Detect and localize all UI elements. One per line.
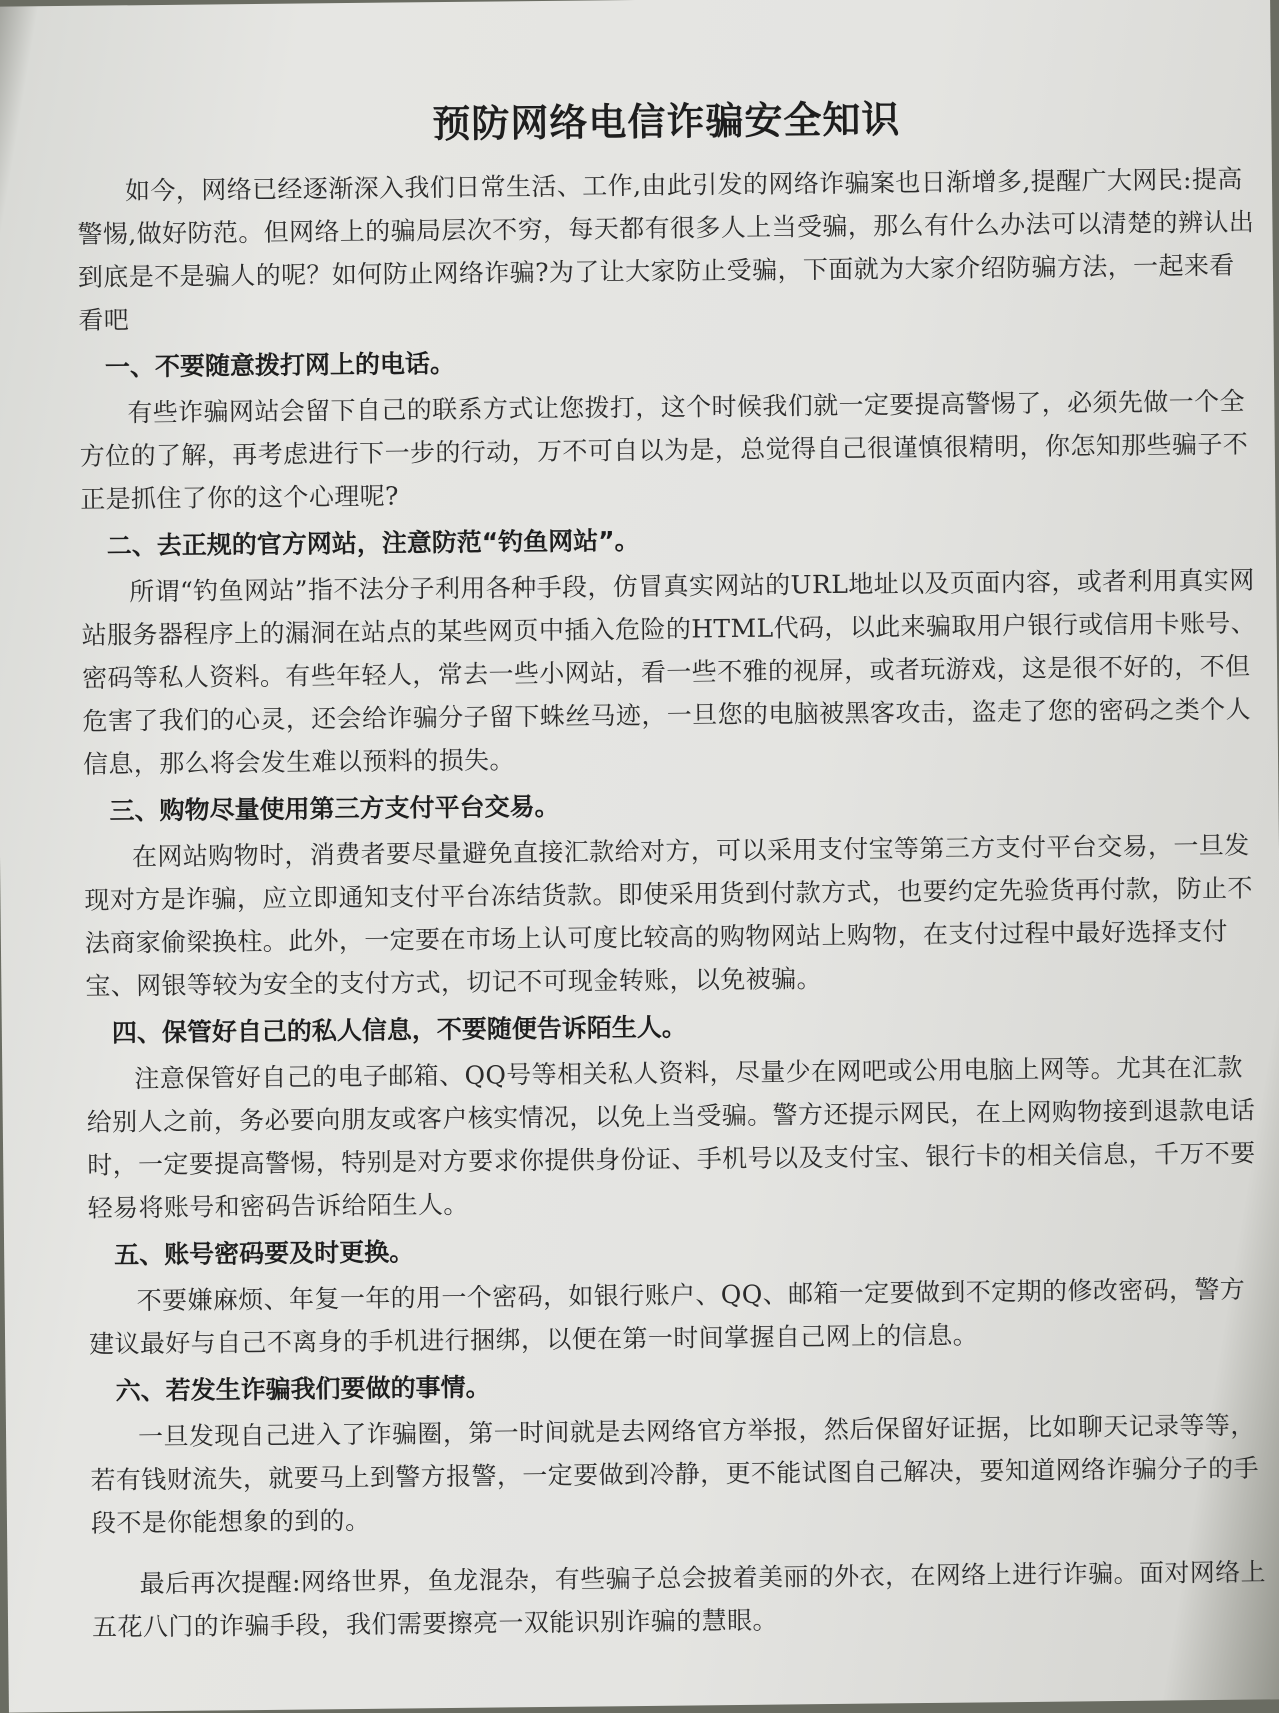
section-4-body: 注意保管好自己的电子邮箱、QQ号等相关私人资料，尽量少在网吧或公用电脑上网等。尤其在汇款给别人之前，务必要向朋友或客户核实情况，以免上当受骗。警方还提示网民，在上网购物接到退款电话时，一定要提高警惕，特别是对方要求你提供身份证、手机号以及支付宝、银行卡的相关信息，千万不要轻易将账号和密码告诉给陌生人。 (86, 1052, 1256, 1223)
intro-paragraph: 如今，网络已经逐渐深入我们日常生活、工作,由此引发的网络诈骗案也日渐增多,提醒广大网民:提高警惕,做好防范。但网络上的骗局层次不穷，每天都有很多人上当受骗，那么有什么办法可以清楚的辨认出到底是不是骗人的呢？如何防止网络诈骗?为了让大家防止受骗，下面就为大家介绍防骗方法，一起来看看吧 (77, 164, 1255, 335)
document-body (76, 78, 1272, 1649)
page-title: 预防网络电信诈骗安全知识 (432, 97, 901, 147)
section-5-body: 不要嫌麻烦、年复一年的用一个密码，如银行账户、QQ、邮箱一定要做到不定期的修改密码，警方建议最好与自己不离身的手机进行捆绑，以便在第一时间掌握自己网上的信息。 (88, 1274, 1246, 1359)
section-5-heading: 五、账号密码要及时更换。 (114, 1237, 415, 1270)
section-3-body: 在网站购物时，消费者要尽量避免直接汇款给对方，可以采用支付宝等第三方支付平台交易，一旦发现对方是诈骗，应立即通知支付平台冻结货款。即使采用货到付款方式，也要约定先验货再付款，防止不法商家偷梁换柱。此外，一定要在市场上认可度比较高的购物网站上购物，在支付过程中最好选择支付宝、网银等较为安全的支付方式，切记不可现金转账，以免被骗。 (84, 830, 1253, 1001)
section-2-body: 所谓“钓鱼网站”指不法分子利用各种手段，仿冒真实网站的URL地址以及页面内容，或者利用真实网站服务器程序上的漏洞在站点的某些网页中插入危险的HTML代码，以此来骗取用户银行或信用卡账号、密码等私人资料。有些年轻人，常去一些小网站，看一些不雅的视屏，或者玩游戏，这是很不好的，不但危害了我们的心灵，还会给诈骗分子留下蛛丝马迹，一旦您的电脑被黑客攻击，盗走了您的密码之类个人信息，那么将会发生难以预料的损失。 (81, 565, 1257, 779)
section-6-body: 一旦发现自己进入了诈骗圈，第一时间就是去网络官方举报，然后保留好证据，比如聊天记录等等，若有钱财流失，就要马上到警方报警，一定要做到冷静，更不能试图自己解决，要知道网络诈骗分子的手段不是你能想象的到的。 (90, 1410, 1260, 1538)
section-3-heading: 三、购物尽量使用第三方支付平台交易。 (109, 791, 560, 826)
section-6-heading: 六、若发生诈骗我们要做的事情。 (115, 1372, 491, 1406)
section-4-heading: 四、保管好自己的私人信息，不要随便告诉陌生人。 (111, 1012, 687, 1048)
section-1-heading: 一、不要随意拨打网上的电话。 (104, 348, 456, 382)
section-1-body: 有些诈骗网站会留下自己的联系方式让您拨打，这个时候我们就一定要提高警惕了，必须先做一个全方位的了解，再考虑进行下一步的行动，万不可自以为是，总觉得自己很谨慎很精明，你怎知那些骗子不正是抓住了你的这个心理呢? (79, 386, 1249, 514)
section-2-heading: 二、去正规的官方网站，注意防范“钓鱼网站”。 (106, 525, 640, 561)
closing-paragraph: 最后再次提醒:网络世界，鱼龙混杂，有些骗子总会披着美丽的外衣，在网络上进行诈骗。面对网络上五花八门的诈骗手段，我们需要擦亮一双能识别诈骗的慧眼。 (91, 1557, 1267, 1642)
